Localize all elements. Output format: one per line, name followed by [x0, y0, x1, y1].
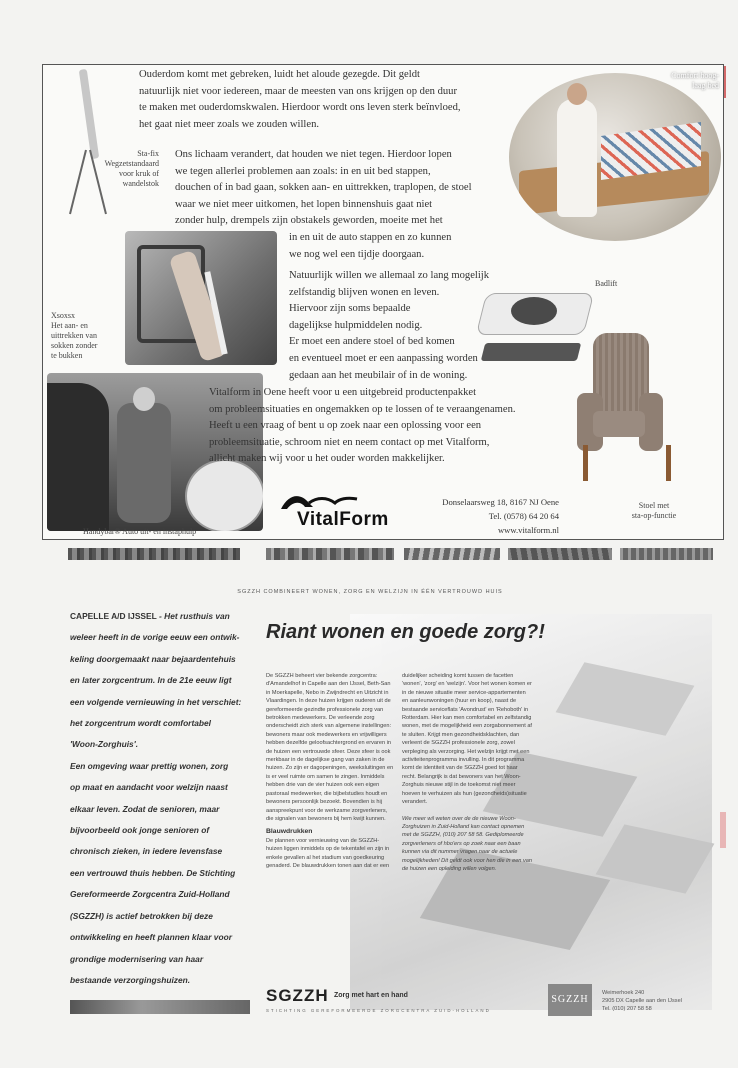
- vitalform-address: Donselaarsweg 18, 8167 NJ Oene Tel. (0578) 64 20 64 www.vitalform.nl: [442, 497, 559, 535]
- vitalform-logo: [279, 489, 409, 533]
- article-column-2: duidelijker scheiding komt tussen de facetten 'wonen', 'zorg' en 'welzijn'. Voor het wonen komen er in de nieuwe situatie meer service-appartementen en aanleunwoningen (huur en koop), naast de bestaande serviceflats 'Avondrust' en 'Rehoboth' in Rotterdam. Hier kan men comfortabel en zelfstandig wonen, met de mogelijkheid een zorgabonnement af te sluiten. Krijgt men gezondheidsklachten, dan verleent de SGZZH professionele zorg, zowel verpleging als verzorging. Het welzijn krijgt met een activiteitenprogramma invulling. In dit programma komt de identiteit van de SGZZH goed tot haar recht. Belangrijk is dat bewoners van het Woon-Zorghuis nieuwe stijl in de toekomst niet meer hoeven te verhuizen als hun (gezondheids)situatie verandert. Wie meer wil weten over de de nieuwe Woon-Zorghuizen in Zuid-Holland kan contact opnemen met de SGZZH, (010) 207 58 58. Gediplomeerde zorgverleners of hbo'ers op zoek naar een baan kunnen via dit nummer vragen naar de actuele mogelijkheden! Dit geldt ook voor hen die in een van de huizen een opleiding willen volgen.: [402, 673, 532, 872]
- lead-dateline: CAPELLE A/D IJSSEL: [70, 611, 157, 621]
- article-column-1: De SGZZH beheert vier bekende zorgcentra: d'Amandelhof in Capelle aan den IJssel, Beth-San in Moerkapelle, Nebo in Zwijndrecht en Uitzicht in Vlaardingen. In deze huizen krijgen ouderen uit de gereformeerde gezindte professionele zorg van betrokken medewerkers. De verleende zorg onderscheidt zich sterk van algemene instellingen: bewoners maar ook medewerkers en vrijwilligers hebben dezelfde geloofsachtergrond en ervaren in de huizen een vertrouwde sfeer. Deze sfeer is ook merkbaar in de dagelijkse gang van zaken in de huizen. Zo zijn er dagopeningen, weeksluitingen en is er veel ruimte om samen te zingen. Inmiddels hebben drie van de vier huizen ook een eigen pastoraal medewerker, die bijbelstudies houdt en bewoners persoonlijk bezoekt. Bovendien is hij aanspreekpunt voor de werkzame zorgverleners, die signalen van bewoners bij hem kwijt kunnen. Blauwdrukken De plannen voor vernieuwing van de SGZZH-huizen liggen inmiddels op de tekentafel en zijn in enkele gevallen al het stadium van goedkeuring genaderd. De blauwdrukken tonen aan dat er een: [266, 673, 394, 869]
- caption-comfort-bed: Comfort hoog- laag bed: [671, 71, 719, 90]
- body-paragraph-continued: in en uit de auto stappen en zo kunnen we nog wel een tijdje doorgaan.: [289, 232, 452, 260]
- building-block-4: [596, 824, 715, 893]
- caption-stoel: Stoel met sta-op-functie: [631, 501, 677, 520]
- sgzzh-header: SGZZH COMBINEERT WONEN, ZORG EN WELZIJN IN ÉÉN VERTROUWD HUIS: [237, 589, 503, 595]
- sgzzh-tagline: Zorg met hart en hand: [334, 992, 408, 999]
- strip-photo-2: [266, 548, 394, 560]
- sgzzh-full-name: STICHTING GEREFORMEERDE ZORGCENTRA ZUID-HOLLAND: [266, 1008, 491, 1013]
- chair-legs-shape: [583, 445, 671, 481]
- sgzzh-address: Weimerhoek 240 2905 DX Capelle aan den IJssel Tel. (010) 207 58 58: [602, 990, 682, 1012]
- chair-seat-shape: [593, 411, 645, 437]
- caption-handybar: Handybar® Auto uit- en instaphulp: [83, 527, 197, 536]
- vitalform-wordmark: VitalForm: [297, 509, 389, 530]
- man-head-shape: [133, 387, 155, 411]
- building-block-2: [556, 662, 695, 735]
- stafix-stand-photo: [63, 69, 113, 215]
- crutch-shape: [79, 69, 99, 159]
- car-door-shape: [47, 383, 109, 531]
- strip-photo-5: [620, 548, 713, 560]
- bottom-left-image: [70, 1000, 250, 1014]
- photo-strip: [68, 548, 713, 560]
- lead-line-1: CAPELLE A/D IJSSEL - Het rusthuis van: [70, 611, 230, 621]
- sock-aid-photo: [125, 231, 277, 365]
- sgzzh-seal-logo: SGZZH: [548, 984, 592, 1016]
- handybar-inset-shape: [185, 459, 263, 531]
- closing-paragraph: Vitalform in Oene heeft voor u een uitgebreid productenpakket om probleemsituaties en ongemakken op te lossen of te veraangenamen. Heeft u een vraag of bent u op zoek naar een oplossing voor een probleemsituatie, schroom niet en neem contact op met Vitalform, allicht maken wij voor u het ouder worden makkelijker.: [209, 387, 516, 465]
- caption-badlift: Badlift: [595, 279, 618, 288]
- intro-paragraph: Ouderdom komt met gebreken, luidt het aloude gezegde. Dit geldt natuurlijk niet voor iedereen, maar de meesten van ons krijgen op den duur te maken met ouderdomskwalen. Hierdoor wordt ons leven sterk beïnvloed, het gaat niet meer zoals we zouden willen.: [139, 69, 461, 130]
- margin-mark-bottom: [720, 812, 726, 848]
- person-bathrobe-shape: [557, 99, 597, 217]
- caption-stafix: Sta-fix Wegzetstandaard voor kruk of wandelstok: [104, 149, 159, 188]
- middle-paragraph: Natuurlijk willen we allemaal zo lang mogelijk zelfstandig blijven wonen en leven. Hiervoor zijn soms bepaalde dagelijkse hulpmiddelen nodig. Er moet een andere stoel of bed komen en eventueel moet er een aanpassing worden gedaan aan het meubilair of in de woning.: [289, 270, 490, 381]
- body-paragraph: Ons lichaam verandert, dat houden we niet tegen. Hierdoor lopen we tegen allerlei problemen aan zoals: in en uit bed stappen, douchen of in bad gaan, sokken aan- en uittrekken, traplopen, de stoel waar we niet meer uitkomen, het lopen binnenshuis gaat niet zonder hulp, drempels zijn obstakels geworden, moeite met het: [175, 149, 472, 227]
- comfort-bed-photo: [509, 73, 721, 241]
- lead-paragraph: CAPELLE A/D IJSSEL - Het rusthuis van weleer heeft in de vorige eeuw een ontwik- keling doorgemaakt naar bejaardentehuis en later zorgcentrum. In de 21e eeuw ligt een volgende vernieuwing in het verschiet: het zorgcentrum wordt comfortabel 'Woon-Zorghuis'. Een omgeving waar prettig wonen, zorg op maat en aandacht voor welzijn naast elkaar leven. Zodat de senioren, maar bijvoorbeeld ook jonge senioren of chronisch zieken, in iedere levensfase een vertrouwd thuis hebben. De Stichting Gereformeerde Zorgcentra Zuid-Holland (SGZZH) is actief betrokken bij deze ontwikkeling en heeft plannen klaar voor grondige modernisering van haar bestaande verzorgingshuizen.: [70, 606, 255, 991]
- badlift-disc-shape: [511, 297, 557, 325]
- man-body-shape: [117, 403, 171, 523]
- vitalform-advertisement: [42, 64, 724, 540]
- strip-photo-1: [68, 548, 240, 560]
- caption-xsoxsx: Xsoxsx Het aan- en uittrekken van sokken zonder te bukken: [51, 311, 98, 360]
- strip-photo-4: [508, 548, 612, 560]
- person-head-shape: [567, 83, 587, 105]
- sgzzh-logo: SGZZH: [266, 986, 329, 1005]
- strip-photo-3: [404, 548, 500, 560]
- headline: Riant wonen en goede zorg?!: [266, 621, 545, 643]
